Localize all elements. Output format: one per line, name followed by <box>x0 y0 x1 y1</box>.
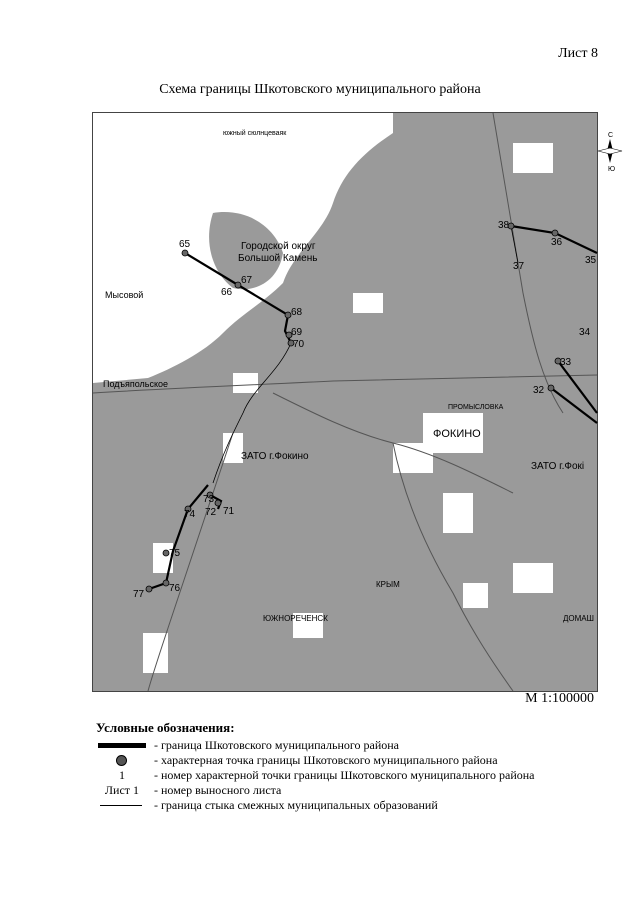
city-label: Большой Камень <box>238 253 318 264</box>
number-symbol: 1 <box>119 768 125 782</box>
point-number: 68 <box>291 307 303 318</box>
point-number: 73 <box>203 494 215 505</box>
junction-line-symbol <box>100 805 142 806</box>
point-number: 36 <box>551 237 563 248</box>
compass-south: Ю <box>608 166 616 173</box>
legend <box>96 720 535 813</box>
point-number: 71 <box>223 506 235 517</box>
village-label: КРЫМ <box>376 580 400 589</box>
point-number: 34 <box>579 327 591 338</box>
point-number: 32 <box>533 385 545 396</box>
sheet-symbol: Лист 1 <box>104 783 140 797</box>
legend-row-point <box>96 753 498 768</box>
zato-east-label: ЗАТО г.Фокі <box>531 461 585 472</box>
legend-number-text: - номер характерной точки границы Шкотовского муниципального района <box>154 768 535 782</box>
compass-north: С <box>608 132 614 139</box>
map-frame[interactable] <box>92 112 616 692</box>
point-number: 74 <box>184 509 196 520</box>
compass-rose <box>598 132 622 173</box>
village-label: Подъяпольское <box>103 379 168 389</box>
point-number: 67 <box>241 275 253 286</box>
map-title: Схема границы Шкотовского муниципального района <box>159 82 481 97</box>
border-point <box>552 230 558 236</box>
map-scale: М 1:100000 <box>525 691 594 706</box>
sheet-number: Лист 8 <box>558 46 598 61</box>
legend-border-text: - граница Шкотовского муниципального района <box>154 738 399 752</box>
point-number: 70 <box>293 339 305 350</box>
map-canvas <box>93 113 616 691</box>
legend-row-junction <box>96 798 438 813</box>
point-symbol <box>116 755 127 766</box>
legend-sheet-text: - номер выносного листа <box>154 783 282 797</box>
border-line-symbol <box>98 743 146 748</box>
point-number: 72 <box>205 507 217 518</box>
border-point <box>146 586 152 592</box>
village-label: ПРОМЫСЛОВКА <box>448 404 504 411</box>
point-number: 69 <box>291 327 303 338</box>
legend-row-sheet <box>96 783 282 798</box>
zato-label: ЗАТО г.Фокино <box>241 451 309 462</box>
village-label: южный сюлнцеваяк <box>223 130 287 137</box>
point-number: 76 <box>169 583 181 594</box>
border-point <box>182 250 188 256</box>
point-number: 35 <box>585 255 597 266</box>
district-label: Городской округ <box>241 241 316 252</box>
point-number: 77 <box>133 589 145 600</box>
legend-title: Условные обозначения: <box>96 720 235 735</box>
border-point <box>215 500 221 506</box>
border-point <box>548 385 554 391</box>
point-number: 65 <box>179 239 191 250</box>
point-number: 37 <box>513 261 525 272</box>
point-number: 33 <box>560 357 572 368</box>
village-label: ЮЖНОРЕЧЕНСК <box>263 614 328 623</box>
legend-point-text: - характерная точка границы Шкотовского муниципального района <box>154 753 498 767</box>
legend-junction-text: - граница стыка смежных муниципальных образований <box>154 798 438 812</box>
legend-row-border <box>96 738 399 753</box>
village-label: ДОМАШ <box>563 614 594 623</box>
legend-row-number <box>96 768 535 783</box>
point-number: 75 <box>169 548 181 559</box>
point-number: 38 <box>498 220 510 231</box>
village-label: Мысовой <box>105 290 144 300</box>
point-number: 66 <box>221 287 233 298</box>
town-label: ФОКИНО <box>433 428 481 440</box>
